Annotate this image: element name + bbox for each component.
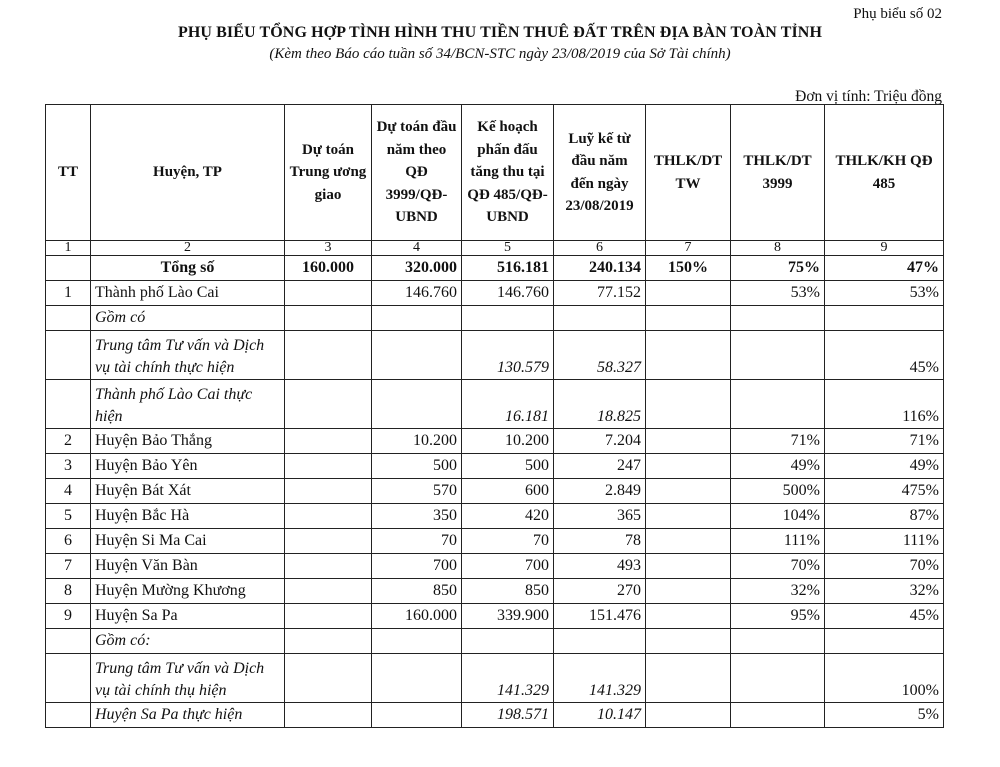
- report-subtitle: (Kèm theo Báo cáo tuần số 34/BCN-STC ngày 23/08/2019 của Sở Tài chính): [269, 46, 731, 62]
- cell-ratio-485: 53%: [825, 281, 944, 306]
- cell-plan-485: 420: [462, 504, 554, 529]
- cell-tt: 8: [46, 579, 91, 604]
- cell-tt: 1: [46, 281, 91, 306]
- cell-estimate-3999: 70: [372, 529, 462, 554]
- cell-ratio-tw: [646, 554, 731, 579]
- cell-tt: [46, 331, 91, 380]
- cell-cumulative: 18.825: [554, 380, 646, 429]
- cell-cumulative: 493: [554, 554, 646, 579]
- cell-ratio-485: 32%: [825, 579, 944, 604]
- cell-ratio-485: 49%: [825, 454, 944, 479]
- cell-ratio-485: [825, 629, 944, 654]
- cell-ratio-tw: [646, 380, 731, 429]
- header-ratio-3999: THLK/DT 3999: [731, 105, 825, 241]
- table-row: [46, 579, 944, 604]
- table-row: [46, 604, 944, 629]
- cell-central-estimate: [285, 454, 372, 479]
- column-number: 4: [372, 241, 462, 256]
- header-estimate-3999: Dự toán đầu năm theo QĐ 3999/QĐ-UBND: [372, 105, 462, 241]
- cell-name-line: Thành phố Lào Cai thực: [95, 386, 253, 403]
- header-district: Huyện, TP: [91, 105, 285, 241]
- cell-plan-485: 500: [462, 454, 554, 479]
- cell-ratio-485: 45%: [825, 604, 944, 629]
- cell-ratio-485: 47%: [825, 256, 944, 281]
- cell-tt: [46, 256, 91, 281]
- cell-plan-485: 16.181: [462, 380, 554, 429]
- cell-estimate-3999: 500: [372, 454, 462, 479]
- cell-plan-485: 141.329: [462, 654, 554, 703]
- cell-ratio-3999: [731, 654, 825, 703]
- cell-tt: [46, 380, 91, 429]
- cell-ratio-3999: 71%: [731, 429, 825, 454]
- cell-plan-485: 600: [462, 479, 554, 504]
- cell-plan-485: 10.200: [462, 429, 554, 454]
- cell-ratio-485: 87%: [825, 504, 944, 529]
- cell-ratio-3999: 500%: [731, 479, 825, 504]
- cell-plan-485: 146.760: [462, 281, 554, 306]
- cell-tt: [46, 654, 91, 703]
- column-number: 5: [462, 241, 554, 256]
- cell-ratio-3999: 104%: [731, 504, 825, 529]
- table-row: [46, 504, 944, 529]
- cell-ratio-3999: 75%: [731, 256, 825, 281]
- cell-ratio-3999: 70%: [731, 554, 825, 579]
- cell-ratio-tw: [646, 504, 731, 529]
- header-ratio-485: THLK/KH QĐ 485: [825, 105, 944, 241]
- cell-name-line: vụ tài chính thực hiện: [95, 359, 235, 376]
- cell-cumulative: 58.327: [554, 331, 646, 380]
- cell-name-line: Trung tâm Tư vấn và Dịch: [95, 660, 265, 677]
- cell-ratio-tw: [646, 529, 731, 554]
- cell-cumulative: 10.147: [554, 703, 646, 728]
- cell-ratio-tw: 150%: [646, 256, 731, 281]
- cell-tt: [46, 629, 91, 654]
- cell-estimate-3999: 160.000: [372, 604, 462, 629]
- column-number: 8: [731, 241, 825, 256]
- cell-name: Gồm có: [91, 306, 285, 331]
- cell-ratio-3999: 111%: [731, 529, 825, 554]
- cell-central-estimate: [285, 703, 372, 728]
- cell-ratio-3999: 32%: [731, 579, 825, 604]
- cell-cumulative: [554, 629, 646, 654]
- cell-estimate-3999: 320.000: [372, 256, 462, 281]
- table-row-total: [46, 256, 944, 281]
- cell-tt: 2: [46, 429, 91, 454]
- cell-central-estimate: [285, 306, 372, 331]
- cell-name: [91, 654, 285, 703]
- header-cumulative: Luỹ kế từ đầu năm đến ngày 23/08/2019: [554, 105, 646, 241]
- table-row: [46, 281, 944, 306]
- cell-central-estimate: [285, 629, 372, 654]
- cell-plan-485: 339.900: [462, 604, 554, 629]
- table-row-sub: [46, 380, 944, 429]
- cell-ratio-3999: 95%: [731, 604, 825, 629]
- column-number: 9: [825, 241, 944, 256]
- cell-plan-485: [462, 306, 554, 331]
- appendix-label: Phụ biểu số 02: [853, 6, 942, 22]
- cell-tt: 5: [46, 504, 91, 529]
- cell-central-estimate: [285, 604, 372, 629]
- cell-estimate-3999: 850: [372, 579, 462, 604]
- cell-central-estimate: [285, 579, 372, 604]
- cell-ratio-tw: [646, 604, 731, 629]
- cell-estimate-3999: 350: [372, 504, 462, 529]
- table-row-sub: [46, 654, 944, 703]
- cell-estimate-3999: 146.760: [372, 281, 462, 306]
- column-number-row: [46, 241, 944, 256]
- cell-ratio-485: 5%: [825, 703, 944, 728]
- header-ratio-tw: THLK/DT TW: [646, 105, 731, 241]
- table-row: [46, 554, 944, 579]
- cell-central-estimate: [285, 479, 372, 504]
- cell-tt: 6: [46, 529, 91, 554]
- cell-ratio-485: 70%: [825, 554, 944, 579]
- cell-name: Huyện Bảo Yên: [91, 454, 285, 479]
- cell-central-estimate: [285, 554, 372, 579]
- table-row-subheading: [46, 629, 944, 654]
- cell-estimate-3999: [372, 380, 462, 429]
- column-number: 2: [91, 241, 285, 256]
- cell-cumulative: [554, 306, 646, 331]
- cell-ratio-485: 475%: [825, 479, 944, 504]
- cell-estimate-3999: [372, 629, 462, 654]
- cell-name-line: Trung tâm Tư vấn và Dịch: [95, 337, 265, 354]
- cell-name: Thành phố Lào Cai: [91, 281, 285, 306]
- cell-name: Huyện Mường Khương: [91, 579, 285, 604]
- cell-tt: 9: [46, 604, 91, 629]
- cell-central-estimate: [285, 331, 372, 380]
- column-number: 7: [646, 241, 731, 256]
- cell-ratio-3999: 53%: [731, 281, 825, 306]
- cell-plan-485: 700: [462, 554, 554, 579]
- cell-central-estimate: [285, 281, 372, 306]
- land-rent-table: [45, 104, 944, 728]
- column-number: 1: [46, 241, 91, 256]
- cell-cumulative: 78: [554, 529, 646, 554]
- header-tt: TT: [46, 105, 91, 241]
- cell-cumulative: 270: [554, 579, 646, 604]
- cell-ratio-485: 71%: [825, 429, 944, 454]
- cell-ratio-tw: [646, 306, 731, 331]
- cell-name: Huyện Sa Pa: [91, 604, 285, 629]
- cell-name: Huyện Bát Xát: [91, 479, 285, 504]
- table-row: [46, 529, 944, 554]
- cell-estimate-3999: 10.200: [372, 429, 462, 454]
- table-row-sub: [46, 703, 944, 728]
- cell-ratio-3999: [731, 306, 825, 331]
- cell-ratio-tw: [646, 331, 731, 380]
- cell-plan-485: 70: [462, 529, 554, 554]
- cell-central-estimate: [285, 654, 372, 703]
- cell-ratio-3999: [731, 331, 825, 380]
- cell-central-estimate: [285, 504, 372, 529]
- cell-ratio-485: [825, 306, 944, 331]
- cell-cumulative: 247: [554, 454, 646, 479]
- cell-ratio-485: 116%: [825, 380, 944, 429]
- cell-ratio-3999: 49%: [731, 454, 825, 479]
- cell-name: Gồm có:: [91, 629, 285, 654]
- cell-name-line: hiện: [95, 408, 123, 425]
- cell-name: Huyện Văn Bàn: [91, 554, 285, 579]
- cell-ratio-tw: [646, 479, 731, 504]
- cell-name: [91, 380, 285, 429]
- cell-name-line: vụ tài chính thụ hiện: [95, 682, 227, 699]
- cell-estimate-3999: 570: [372, 479, 462, 504]
- report-title: PHỤ BIỂU TỔNG HỢP TÌNH HÌNH THU TIỀN THUÊ ĐẤT TRÊN ĐỊA BÀN TOÀN TỈNH: [177, 24, 822, 41]
- cell-estimate-3999: [372, 331, 462, 380]
- cell-ratio-tw: [646, 654, 731, 703]
- table-row: [46, 454, 944, 479]
- table-row: [46, 479, 944, 504]
- cell-ratio-tw: [646, 579, 731, 604]
- cell-ratio-485: 111%: [825, 529, 944, 554]
- cell-tt: 3: [46, 454, 91, 479]
- cell-plan-485: 516.181: [462, 256, 554, 281]
- cell-name: Huyện Si Ma Cai: [91, 529, 285, 554]
- cell-plan-485: 850: [462, 579, 554, 604]
- cell-ratio-tw: [646, 454, 731, 479]
- table-row: [46, 429, 944, 454]
- cell-plan-485: 198.571: [462, 703, 554, 728]
- cell-plan-485: [462, 629, 554, 654]
- cell-tt: 7: [46, 554, 91, 579]
- cell-name: Huyện Bảo Thắng: [91, 429, 285, 454]
- column-number: 3: [285, 241, 372, 256]
- unit-label: Đơn vị tính: Triệu đồng: [795, 88, 942, 105]
- cell-cumulative: 240.134: [554, 256, 646, 281]
- cell-tt: [46, 306, 91, 331]
- cell-cumulative: 141.329: [554, 654, 646, 703]
- cell-ratio-tw: [646, 429, 731, 454]
- cell-estimate-3999: [372, 654, 462, 703]
- cell-central-estimate: [285, 380, 372, 429]
- table-row-subheading: [46, 306, 944, 331]
- cell-tt: 4: [46, 479, 91, 504]
- cell-name: Huyện Sa Pa thực hiện: [91, 703, 285, 728]
- cell-cumulative: 2.849: [554, 479, 646, 504]
- cell-name: Huyện Bắc Hà: [91, 504, 285, 529]
- cell-ratio-485: 100%: [825, 654, 944, 703]
- column-number: 6: [554, 241, 646, 256]
- cell-ratio-tw: [646, 629, 731, 654]
- cell-estimate-3999: [372, 703, 462, 728]
- cell-tt: [46, 703, 91, 728]
- cell-ratio-tw: [646, 703, 731, 728]
- cell-cumulative: 77.152: [554, 281, 646, 306]
- cell-cumulative: 151.476: [554, 604, 646, 629]
- cell-ratio-3999: [731, 380, 825, 429]
- cell-name: [91, 331, 285, 380]
- header-plan-485: Kế hoạch phấn đấu tăng thu tại QĐ 485/QĐ-UBND: [462, 105, 554, 241]
- cell-ratio-3999: [731, 703, 825, 728]
- cell-ratio-3999: [731, 629, 825, 654]
- cell-central-estimate: [285, 529, 372, 554]
- cell-estimate-3999: 700: [372, 554, 462, 579]
- cell-ratio-tw: [646, 281, 731, 306]
- cell-plan-485: 130.579: [462, 331, 554, 380]
- header-row: [46, 105, 944, 241]
- header-central-estimate: Dự toán Trung ương giao: [285, 105, 372, 241]
- cell-central-estimate: [285, 429, 372, 454]
- cell-cumulative: 365: [554, 504, 646, 529]
- cell-cumulative: 7.204: [554, 429, 646, 454]
- cell-central-estimate: 160.000: [285, 256, 372, 281]
- cell-name: Tổng số: [91, 256, 285, 281]
- table-row-sub: [46, 331, 944, 380]
- cell-ratio-485: 45%: [825, 331, 944, 380]
- cell-estimate-3999: [372, 306, 462, 331]
